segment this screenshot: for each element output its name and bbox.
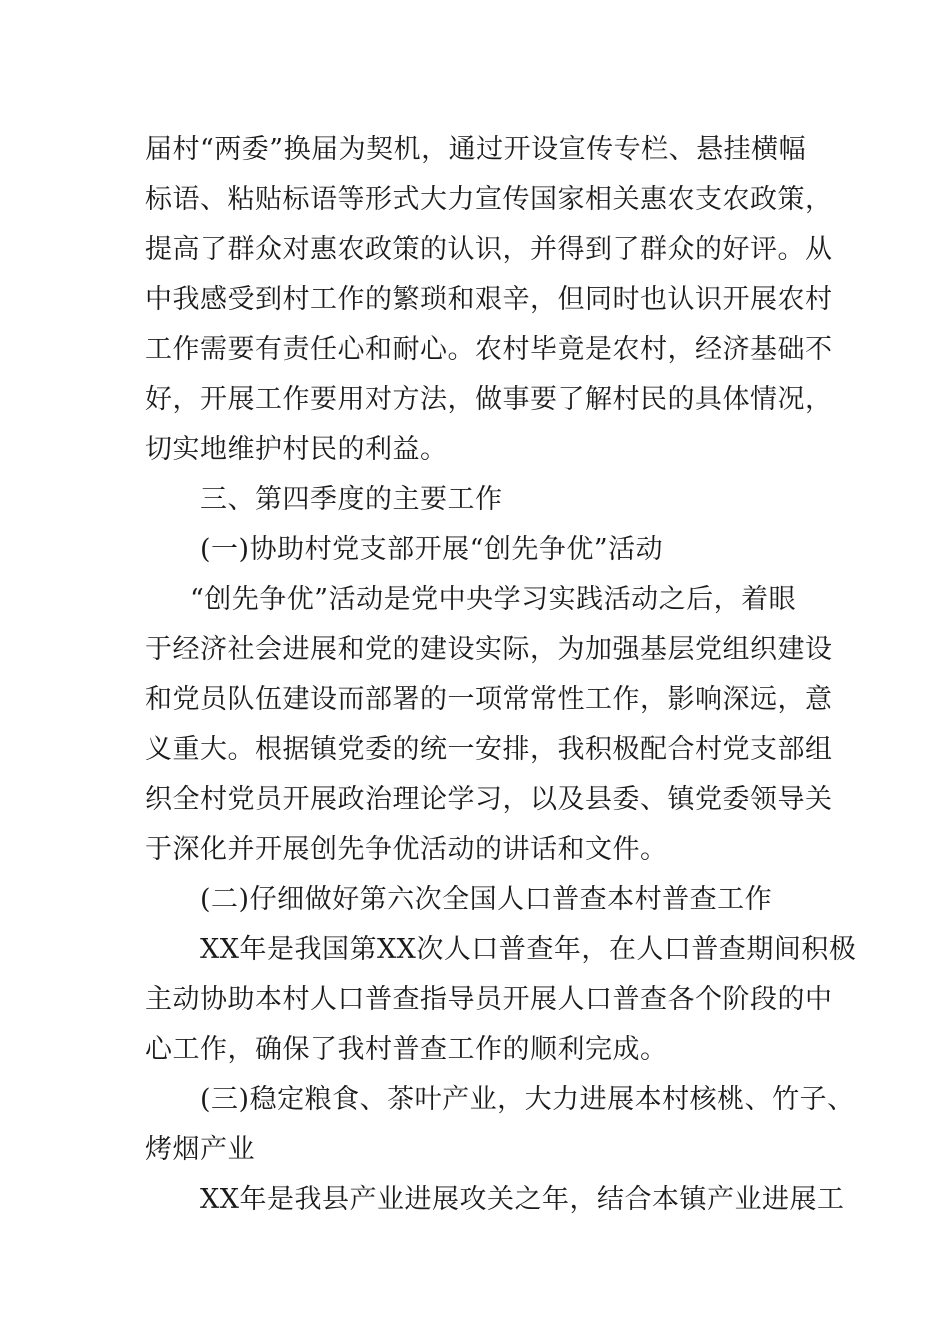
body-text-line: 提高了群众对惠农政策的认识，并得到了群众的好评。从 <box>145 234 833 265</box>
body-text-line: “创先争优”活动是党中央学习实践活动之后，着眼 <box>190 584 797 615</box>
body-text-line: XX年是我县产业进展攻关之年，结合本镇产业进展工 <box>200 1184 845 1215</box>
body-text-line: XX年是我国第XX次人口普查年，在人口普查期间积极 <box>200 934 857 965</box>
body-text-line: 届村“两委”换届为契机，通过开设宣传专栏、悬挂横幅 <box>145 134 807 165</box>
body-text-line: 切实地维护村民的利益。 <box>145 434 448 465</box>
body-text-line: 于深化并开展创先争优活动的讲话和文件。 <box>145 834 668 865</box>
body-text-line: 标语、粘贴标语等形式大力宣传国家相关惠农支农政策， <box>145 184 833 215</box>
subsection-heading-continuation: 烤烟产业 <box>145 1134 255 1165</box>
body-text-line: 主动协助本村人口普查指导员开展人口普查各个阶段的中 <box>145 984 833 1015</box>
body-text-line: 工作需要有责任心和耐心。农村毕竟是农村，经济基础不 <box>145 334 833 365</box>
section-heading: 三、第四季度的主要工作 <box>200 484 503 515</box>
subsection-heading: (一)协助村党支部开展“创先争优”活动 <box>200 534 664 565</box>
body-text-line: 好，开展工作要用对方法，做事要了解村民的具体情况， <box>145 384 833 415</box>
body-text-line: 义重大。根据镇党委的统一安排，我积极配合村党支部组 <box>145 734 833 765</box>
body-text-line: 中我感受到村工作的繁琐和艰辛，但同时也认识开展农村 <box>145 284 833 315</box>
subsection-heading: (三)稳定粮食、茶叶产业，大力进展本村核桃、竹子、 <box>200 1084 855 1115</box>
body-text-line: 于经济社会进展和党的建设实际，为加强基层党组织建设 <box>145 634 833 665</box>
body-text-line: 心工作，确保了我村普查工作的顺利完成。 <box>145 1034 668 1065</box>
body-text-line: 和党员队伍建设而部署的一项常常性工作，影响深远，意 <box>145 684 833 715</box>
body-text-line: 织全村党员开展政治理论学习，以及县委、镇党委领导关 <box>145 784 833 815</box>
subsection-heading: (二)仔细做好第六次全国人口普查本村普查工作 <box>200 884 773 915</box>
